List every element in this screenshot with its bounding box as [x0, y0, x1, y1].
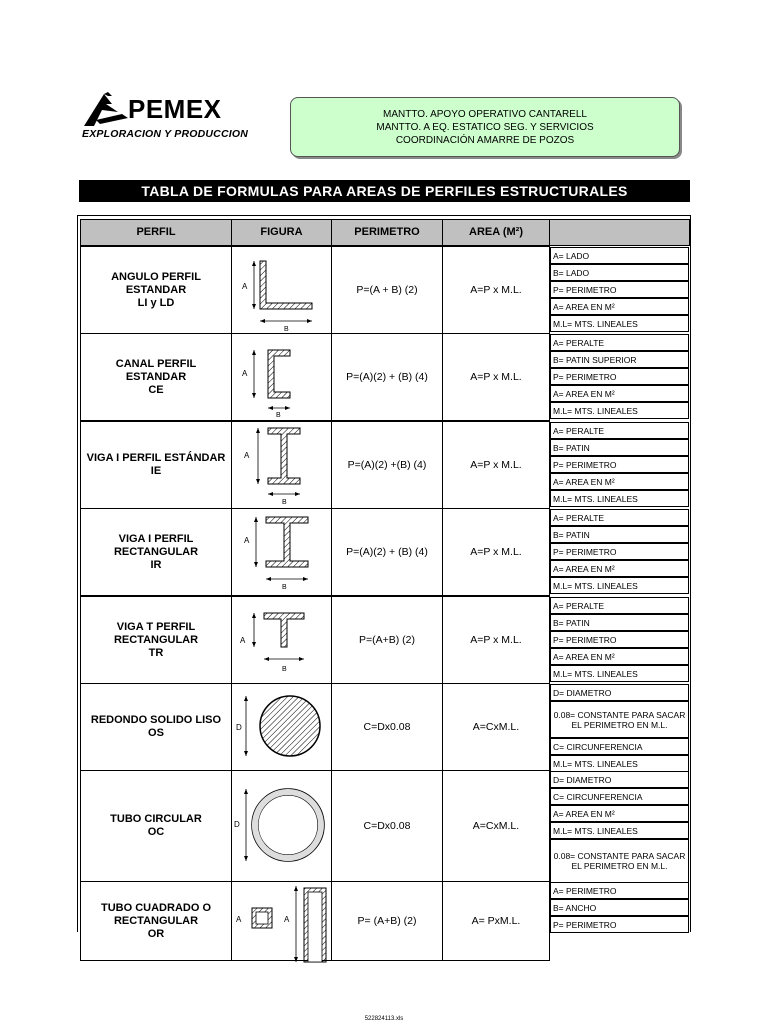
perfil-line: VIGA I PERFIL ESTÁNDAR — [86, 452, 226, 464]
perfil-line: ESTANDAR — [125, 283, 187, 296]
svg-text:D: D — [234, 820, 240, 829]
perfil-line: ANGULO PERFIL — [111, 270, 201, 283]
legend-item: 0.08= CONSTANTE PARA SACAR EL PERIMETRO EN M.L. — [550, 701, 689, 738]
perimetro-formula: P=(A+B) (2) — [331, 596, 443, 684]
svg-text:A: A — [244, 536, 250, 545]
profile-figure — [231, 770, 332, 882]
legend-item: P= PERIMETRO — [550, 543, 689, 560]
legend-item: M.L= MTS. LINEALES — [550, 755, 689, 772]
area-formula: A=P x M.L. — [442, 508, 550, 596]
header-line: MANTTO. A EQ. ESTATICO SEG. Y SERVICIOS — [376, 122, 594, 133]
perimetro-formula: P= (A+B) (2) — [331, 881, 443, 961]
profile-figure — [231, 333, 332, 421]
legend-item: M.L= MTS. LINEALES — [550, 490, 689, 507]
logo-brand: PEMEX — [128, 94, 222, 124]
svg-text:B: B — [282, 666, 287, 673]
area-formula: A=CxM.L. — [442, 683, 550, 771]
perimetro-formula: C=Dx0.08 — [331, 770, 443, 882]
perfil-line: RECTANGULAR — [113, 914, 199, 927]
legend-item: A= AREA EN M² — [550, 473, 689, 490]
perfil-cell — [80, 508, 232, 596]
perfil-cell — [80, 246, 232, 334]
area-formula: A= PxM.L. — [442, 881, 550, 961]
legend-item: P= PERIMETRO — [550, 281, 689, 298]
perfil-line: CANAL PERFIL — [115, 357, 197, 370]
perfil-line: VIGA I PERFIL — [118, 532, 194, 545]
legend-item: D= DIAMETRO — [550, 684, 689, 701]
svg-text:A: A — [242, 282, 248, 291]
area-formula: A=P x M.L. — [442, 596, 550, 684]
svg-text:B: B — [282, 499, 287, 506]
legend-item: D= DIAMETRO — [550, 771, 689, 788]
svg-text:B: B — [284, 326, 289, 333]
legend-item: P= PERIMETRO — [550, 368, 689, 385]
legend-item: A= AREA EN M² — [550, 385, 689, 402]
perfil-cell — [80, 770, 232, 882]
legend-item: M.L= MTS. LINEALES — [550, 665, 689, 682]
perimetro-formula: P=(A)(2) + (B) (4) — [331, 508, 443, 596]
pemex-eagle-icon — [82, 90, 130, 128]
perfil-line: OS — [148, 727, 164, 739]
perfil-cell — [80, 683, 232, 771]
department-header — [290, 97, 680, 157]
profile-figure — [231, 881, 332, 961]
legend-item: 0.08= CONSTANTE PARA SACAR EL PERIMETRO EN M.L. — [550, 839, 689, 883]
legend-item: M.L= MTS. LINEALES — [550, 822, 689, 839]
area-formula: A=P x M.L. — [442, 246, 550, 334]
column-header-perimetro: PERIMETRO — [331, 219, 443, 246]
perfil-line: REDONDO SOLIDO LISO — [90, 714, 222, 726]
perfil-line: VIGA T PERFIL — [116, 620, 196, 633]
perfil-line: RECTANGULAR — [113, 633, 199, 646]
legend-item: A= AREA EN M² — [550, 560, 689, 577]
column-header-legend — [549, 219, 690, 246]
legend-item: A= PERIMETRO — [550, 882, 689, 899]
legend-item: A= PERALTE — [550, 597, 689, 614]
perfil-cell — [80, 421, 232, 509]
legend-item: B= PATIN SUPERIOR — [550, 351, 689, 368]
profile-figure — [231, 508, 332, 596]
legend-item: C= CIRCUNFERENCIA — [550, 738, 689, 755]
legend-item: P= PERIMETRO — [550, 916, 689, 933]
legend-item: P= PERIMETRO — [550, 631, 689, 648]
legend-item: A= PERALTE — [550, 334, 689, 351]
perfil-line: OC — [147, 826, 165, 838]
legend-item: B= PATIN — [550, 526, 689, 543]
legend-item: A= AREA EN M² — [550, 648, 689, 665]
perfil-line: LI y LD — [137, 296, 175, 309]
column-header-area: AREA (M²) — [442, 219, 550, 246]
profile-figure — [231, 596, 332, 684]
profile-figure — [231, 421, 332, 509]
perfil-cell — [80, 596, 232, 684]
legend-item: B= PATIN — [550, 439, 689, 456]
profile-figure — [231, 246, 332, 334]
formula-table — [77, 215, 691, 940]
perimetro-formula: P=(A)(2) + (B) (4) — [331, 333, 443, 421]
column-header-figura: FIGURA — [231, 219, 332, 246]
area-formula: A=P x M.L. — [442, 333, 550, 421]
legend-item: M.L= MTS. LINEALES — [550, 577, 689, 594]
legend-item: C= CIRCUNFERENCIA — [550, 788, 689, 805]
header-line: MANTTO. APOYO OPERATIVO CANTARELL — [383, 109, 587, 120]
area-formula: A=CxM.L. — [442, 770, 550, 882]
legend-item: A= LADO — [550, 247, 689, 264]
perfil-cell — [80, 881, 232, 961]
perfil-line: RECTANGULAR — [113, 545, 199, 558]
perfil-line: ESTANDAR — [125, 370, 187, 383]
perfil-line: CE — [148, 383, 164, 396]
perimetro-formula: P=(A + B) (2) — [331, 246, 443, 334]
perfil-line: TUBO CIRCULAR — [110, 813, 202, 825]
file-name: 522824113.xls — [364, 1016, 404, 1022]
area-formula: A=P x M.L. — [442, 421, 550, 509]
header-line: COORDINACIÓN AMARRE DE POZOS — [395, 135, 575, 146]
pemex-logo — [80, 90, 249, 145]
perimetro-formula: C=Dx0.08 — [331, 683, 443, 771]
svg-text:B: B — [282, 584, 287, 591]
perfil-line: TUBO CUADRADO O — [101, 901, 211, 914]
perfil-line: IR — [150, 558, 162, 571]
svg-text:B: B — [276, 412, 281, 419]
svg-text:D: D — [236, 723, 242, 732]
legend-item: B= LADO — [550, 264, 689, 281]
perfil-line: IE — [150, 465, 162, 477]
svg-text:A: A — [242, 369, 248, 378]
svg-text:A: A — [284, 915, 290, 924]
perfil-line: OR — [147, 927, 165, 940]
legend-item: M.L= MTS. LINEALES — [550, 315, 689, 332]
column-header-perfil: PERFIL — [80, 219, 232, 246]
legend-item: M.L= MTS. LINEALES — [550, 402, 689, 419]
perfil-cell — [80, 333, 232, 421]
table-title: TABLA DE FORMULAS PARA AREAS DE PERFILES ESTRUCTURALES — [79, 180, 690, 202]
profile-figure — [231, 683, 332, 771]
svg-text:A: A — [240, 636, 246, 645]
legend-item: P= PERIMETRO — [550, 456, 689, 473]
legend-item: A= AREA EN M² — [550, 298, 689, 315]
legend-item: A= PERALTE — [550, 422, 689, 439]
svg-text:A: A — [244, 451, 250, 460]
perimetro-formula: P=(A)(2) +(B) (4) — [331, 421, 443, 509]
svg-text:A: A — [236, 915, 242, 924]
logo-subtitle: EXPLORACION Y PRODUCCION — [82, 128, 249, 140]
legend-item: B= PATIN — [550, 614, 689, 631]
legend-item: A= PERALTE — [550, 509, 689, 526]
legend-item: A= AREA EN M² — [550, 805, 689, 822]
legend-item: B= ANCHO — [550, 899, 689, 916]
perfil-line: TR — [148, 646, 164, 659]
